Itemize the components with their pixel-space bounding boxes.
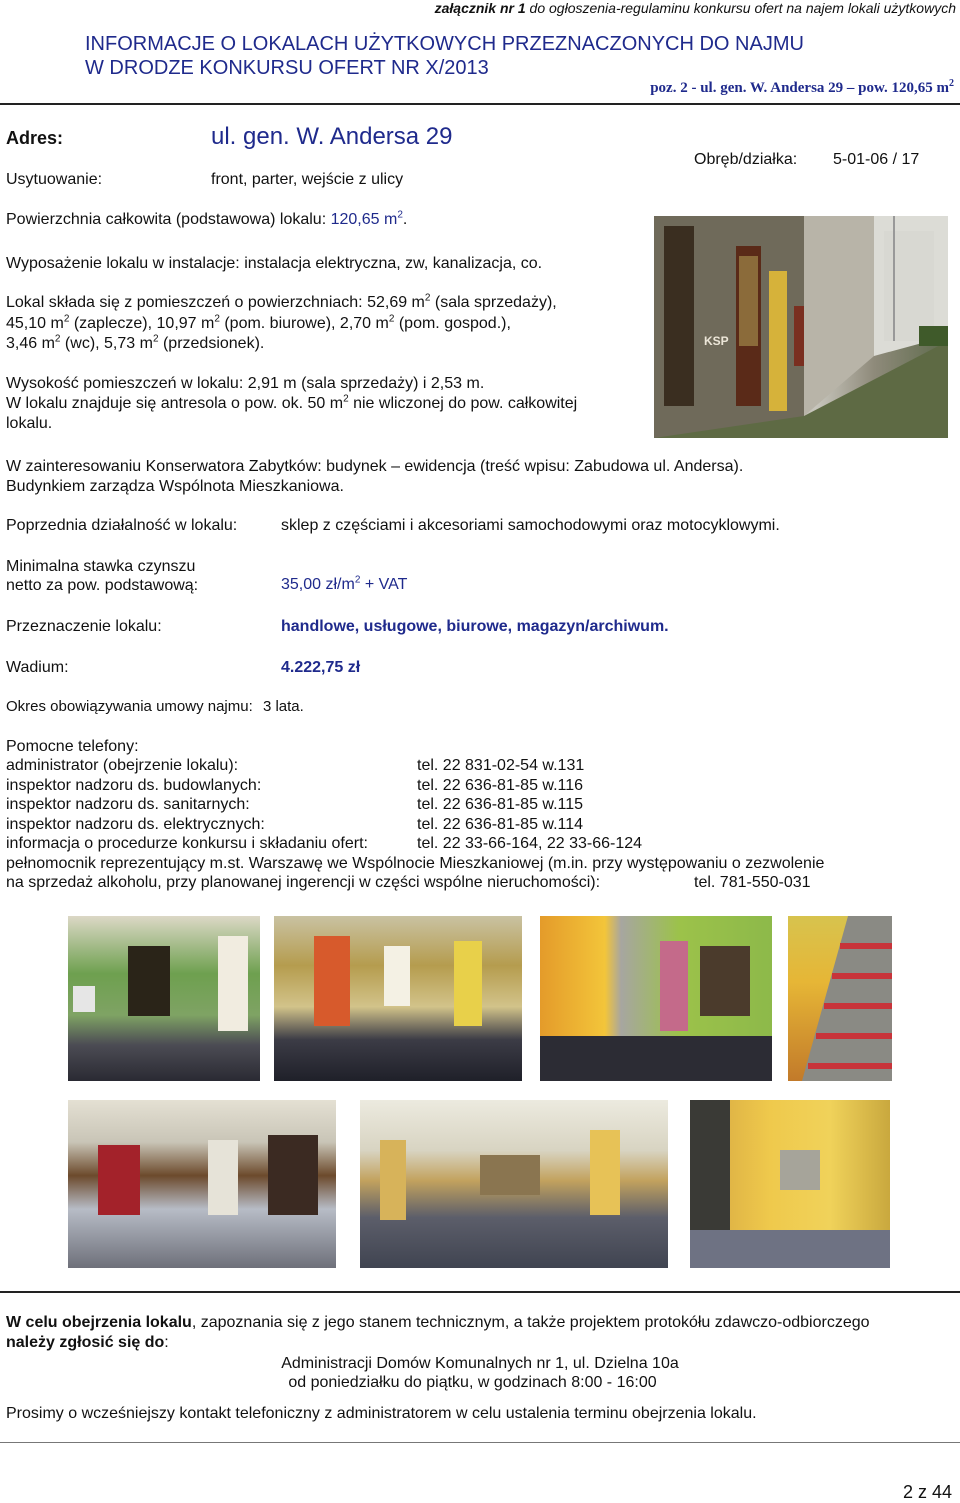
area-value: 120,65 $m^2$ (330, 209, 403, 228)
rate-label-line-2: netto za pow. podstawową: (6, 577, 199, 594)
installations: Wyposażenie lokalu w instalacje: instalacja elektryczna, zw, kanalizacja, co. (6, 255, 543, 272)
admin-address (0, 1354, 960, 1392)
location-label: Usytuowanie: (6, 171, 103, 188)
position-sup: 2 (949, 78, 954, 89)
interior-photo-5 (68, 1100, 336, 1268)
report-emphasis: należy zgłosić się do (6, 1334, 165, 1351)
phone-row-tel: tel. 22 831-02-54 w.131 (417, 757, 585, 774)
page-title (85, 32, 804, 80)
annex-number: załącznik nr 1 (434, 0, 526, 16)
title-line-1: INFORMACJE O LOKALACH UŻYTKOWYCH PRZEZNACZONYCH DO NAJMU (85, 33, 804, 55)
building-photo-drawing (654, 216, 948, 438)
interior-photo-2 (274, 916, 522, 1081)
mezzanine-line-2: lokalu. (6, 415, 53, 432)
phone-row (6, 835, 956, 855)
phone-row-label: inspektor nadzoru ds. sanitarnych: (6, 796, 250, 813)
interior-photo-6-drawing (360, 1100, 668, 1268)
term-label: Okres obowiązywania umowy najmu: (6, 698, 253, 715)
report-line: należy zgłosić się do: (6, 1334, 169, 1351)
phones-list (6, 757, 956, 894)
position-text: poz. 2 - ul. gen. W. Andersa 29 – pow. 120,65 m (650, 80, 949, 96)
annex-note (435, 0, 956, 16)
room-height: Wysokość pomieszczeń w lokalu: 2,91 m (sala sprzedaży) i 2,53 m. (6, 375, 485, 392)
interior-photo-5-drawing (68, 1100, 336, 1268)
header-divider (0, 103, 960, 105)
phone-row-tel: tel. 22 636-81-85 w.115 (417, 796, 584, 813)
phone-row-label: inspektor nadzoru ds. elektrycznych: (6, 815, 265, 833)
contact-note: Prosimy o wcześniejszy kontakt telefoniczny z administratorem w celu ustalenia terminu obejrzenia lokalu. (6, 1405, 757, 1422)
visit-line: W celu obejrzenia lokalu, zapoznania się z jego stanem technicznym, a także projektem protokółu zdawczo-odbiorczego (6, 1314, 870, 1331)
phone-row-tel: tel. 22 636-81-85 w.116 (417, 776, 584, 794)
plot-value: 5-01-06 / 17 (833, 151, 920, 168)
deposit-label: Wadium: (6, 659, 69, 676)
address-label: Adres: (6, 128, 64, 148)
interior-photo-7 (690, 1100, 890, 1268)
bottom-divider (0, 1442, 960, 1443)
graffiti-text: KSP (704, 334, 729, 348)
interior-photo-7-drawing (690, 1100, 890, 1268)
interior-photo-2-drawing (274, 916, 522, 1081)
building-photo (654, 216, 948, 438)
proxy-line-2: na sprzedaż alkoholu, przy planowanej ingerencji w części wspólne nieruchomości): tel. 781-550-031 (6, 874, 811, 891)
interior-photo-1-drawing (68, 916, 260, 1081)
phone-row-tel: tel. 22 636-81-85 w.114 (417, 815, 584, 833)
admin-line-2: od poniedziałku do piątku, w godzinach 8:00 - 16:00 (288, 1374, 657, 1391)
visit-emphasis: W celu obejrzenia lokalu (6, 1314, 192, 1331)
position-line (650, 80, 954, 97)
stairs-drawing (788, 916, 892, 1081)
rooms-line-2: 45,10 $m^2$ (zaplecze), 10,97 $m^2$ (pom. biurowe), 2,70 $m^2$ (pom. gospod.), (6, 313, 511, 332)
plot-label: Obręb/działka: (694, 151, 798, 168)
phone-row (6, 816, 956, 836)
rate-value: 35,00 $zł/m^2$ + VAT (281, 574, 408, 593)
proxy-line-1: pełnomocnik reprezentujący m.st. Warszawę we Wspólnocie Mieszkaniowej (m.in. przy występowaniu o zezwolenie (6, 854, 825, 872)
conservator-note: W zainteresowaniu Konserwatora Zabytków: budynek – ewidencja (treść wpisu: Zabudowa ul. Andersa). (6, 458, 744, 475)
phone-row-label: informacja o procedurze konkursu i składaniu ofert: (6, 835, 368, 852)
purpose-value: handlowe, usługowe, biurowe, magazyn/archiwum. (281, 618, 669, 635)
phone-row-label: inspektor nadzoru ds. budowlanych: (6, 776, 262, 794)
phone-row (6, 757, 956, 777)
prev-activity-value: sklep z częściami i akcesoriami samochodowymi oraz motocyklowymi. (281, 517, 780, 534)
interior-photo-1 (68, 916, 260, 1081)
prev-activity-label: Poprzednia działalność w lokalu: (6, 517, 238, 534)
rate-label (6, 557, 198, 595)
phone-row (6, 796, 956, 816)
phones-title: Pomocne telefony: (6, 738, 139, 755)
purpose-label: Przeznaczenie lokalu: (6, 618, 162, 635)
interior-photo-4 (788, 916, 892, 1081)
deposit-value: 4.222,75 zł (281, 659, 361, 676)
title-line-2: W DRODZE KONKURSU OFERT NR X/2013 (85, 57, 489, 79)
interior-photo-6 (360, 1100, 668, 1268)
mezzanine-line: W lokalu znajduje się antresola o pow. ok. 50 $m^2$ nie wliczonej do pow. całkowitej (6, 393, 578, 412)
footer-divider (0, 1291, 960, 1293)
interior-photo-3-drawing (540, 916, 772, 1081)
rooms-line-3: 3,46 $m^2$ (wc), 5,73 $m^2$ (przedsionek). (6, 333, 265, 352)
rate-label-line-1: Minimalna stawka czynszu (6, 558, 196, 575)
area-label: Powierzchnia całkowita (podstawowa) lokalu: (6, 211, 327, 228)
proxy-tel: tel. 781-550-031 (694, 874, 811, 891)
page-number: 2 z 44 (902, 1482, 952, 1502)
phone-row-tel: tel. 22 33-66-164, 22 33-66-124 (417, 835, 643, 852)
term-value: 3 lata. (262, 698, 304, 715)
phone-row (6, 777, 956, 797)
area-line: Powierzchnia całkowita (podstawowa) lokalu: 120,65 $m^2$. (6, 209, 408, 228)
rooms-line-1: Lokal składa się z pomieszczeń o powierzchniach: 52,69 $m^2$ (sala sprzedaży), (6, 292, 557, 311)
term-line (6, 698, 304, 716)
location-value: front, parter, wejście z ulicy (211, 171, 404, 188)
phone-row-label: administrator (obejrzenie lokalu): (6, 757, 239, 774)
address-value: ul. gen. W. Andersa 29 (211, 123, 453, 150)
annex-description: do ogłoszenia-regulaminu konkursu ofert na najem lokali użytkowych (529, 0, 956, 16)
admin-line-1: Administracji Domów Komunalnych nr 1, ul. Dzielna 10a (281, 1355, 679, 1372)
interior-photo-3 (540, 916, 772, 1081)
management-note: Budynkiem zarządza Wspólnota Mieszkaniowa. (6, 478, 344, 495)
